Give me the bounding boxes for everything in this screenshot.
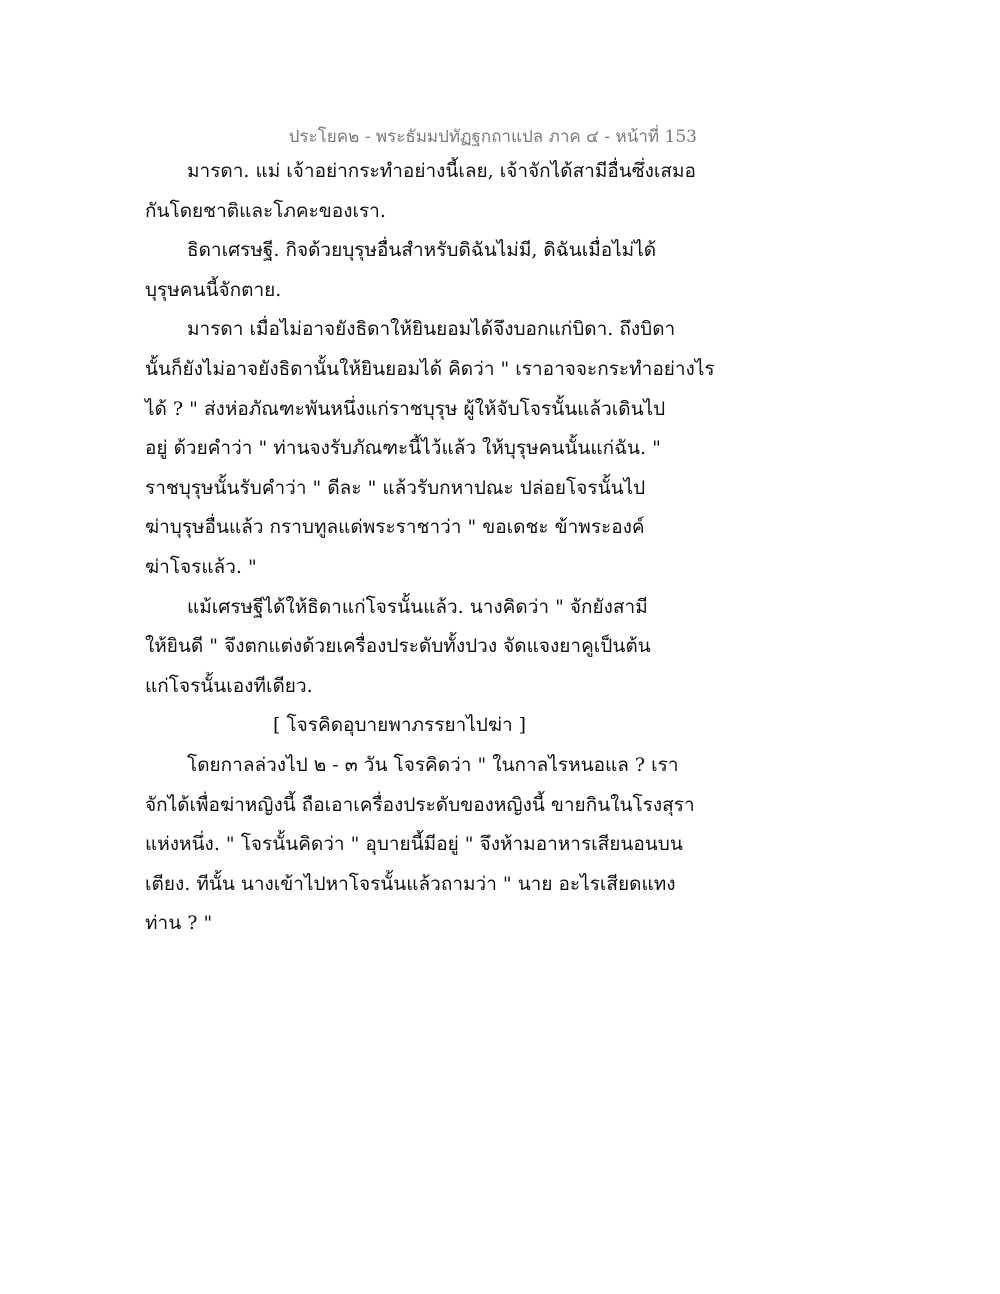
text-line: จักได้เพื่อฆ่าหญิงนี้ ถือเอาเครื่องประดับของหญิงนี้ ขายกินในโรงสุรา	[145, 793, 695, 816]
running-header: ประโยค๒ - พระธัมมปทัฏฐกถาแปล ภาค ๔ - หน้าที่ 153	[288, 127, 697, 147]
text-line: ฆ่าบุรุษอื่นแล้ว กราบทูลแด่พระราชาว่า " ขอเดชะ ข้าพระองค์	[145, 516, 645, 539]
text-line: ราชบุรุษนั้นรับคำว่า " ดีละ " แล้วรับกหาปณะ ปล่อยโจรนั้นไป	[145, 476, 646, 499]
text-line: แห่งหนึ่ง. " โจรนั้นคิดว่า " อุบายนี้มีอยู่ " จึงห้ามอาหารเสียนอนบน	[145, 833, 683, 856]
text-line: แม้เศรษฐีได้ให้ธิดาแก่โจรนั้นแล้ว. นางคิดว่า " จักยังสามี	[187, 595, 648, 618]
text-line: ธิดาเศรษฐี. กิจด้วยบุรุษอื่นสำหรับดิฉันไม่มี, ดิฉันเมื่อไม่ได้	[187, 239, 657, 262]
text-line: ท่าน ? "	[145, 912, 213, 935]
text-line: กันโดยชาติและโภคะของเรา.	[145, 199, 386, 222]
body-text	[145, 152, 765, 944]
text-line: เตียง. ทีนั้น นางเข้าไปหาโจรนั้นแล้วถามว่า " นาย อะไรเสียดแทง	[145, 872, 676, 895]
text-line: โดยกาลล่วงไป ๒ - ๓ วัน โจรคิดว่า " ในกาลไรหนอแล ? เรา	[187, 753, 679, 776]
text-line: นั้นก็ยังไม่อาจยังธิดานั้นให้ยินยอมได้ คิดว่า " เราอาจจะกระทำอย่างไร	[145, 357, 715, 380]
text-line: ได้ ? " ส่งห่อภัณฑะพันหนึ่งแก่ราชบุรุษ ผู้ให้จับโจรนั้นแล้วเดินไป	[145, 397, 666, 420]
text-line: อยู่ ด้วยคำว่า " ท่านจงรับภัณฑะนี้ไว้แล้ว ให้บุรุษคนนั้นแก่ฉัน. "	[145, 437, 661, 460]
text-line: ฆ่าโจรแล้ว. "	[145, 555, 257, 578]
text-line: บุรุษคนนี้จักตาย.	[145, 278, 282, 301]
text-line: มารดา. แม่ เจ้าอย่ากระทำอย่างนี้เลย, เจ้าจักได้สามีอื่นซึ่งเสมอ	[187, 160, 696, 182]
text-line: ให้ยินดี " จึงตกแต่งด้วยเครื่องประดับทั้งปวง จัดแจงยาคูเป็นต้น	[145, 635, 651, 658]
text-line: แก่โจรนั้นเองทีเดียว.	[145, 674, 313, 697]
section-heading: [ โจรคิดอุบายพาภรรยาไปฆ่า ]	[273, 714, 527, 737]
text-line: มารดา เมื่อไม่อาจยังธิดาให้ยินยอมได้จึงบอกแก่บิดา. ถึงบิดา	[187, 318, 676, 341]
